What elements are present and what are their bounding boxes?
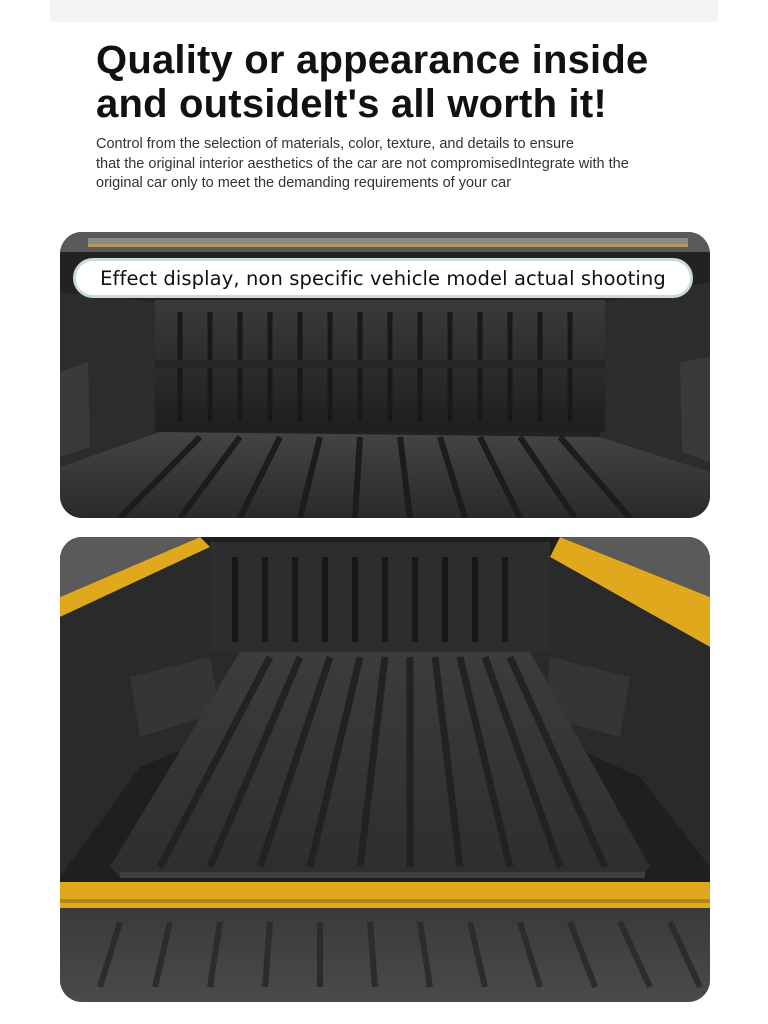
headline [96,38,716,126]
bed-mat-photo [60,537,710,1002]
description-line-2: that the original interior aesthetics of the car are not compromisedIntegrate with the [96,155,629,172]
effect-display-badge: Effect display, non specific vehicle model actual shooting [73,258,693,298]
description-line-1: Control from the selection of materials, color, texture, and details to ensure [96,136,574,152]
description-line-3: original car only to meet the demanding requirements of your car [96,175,512,191]
headline-line-1: Quality or appearance inside [96,38,649,82]
bed-mat-illustration [60,537,710,1002]
headline-line-2: and outsideIt's all worth it! [96,82,607,126]
top-strip [50,0,718,22]
description [96,135,696,194]
